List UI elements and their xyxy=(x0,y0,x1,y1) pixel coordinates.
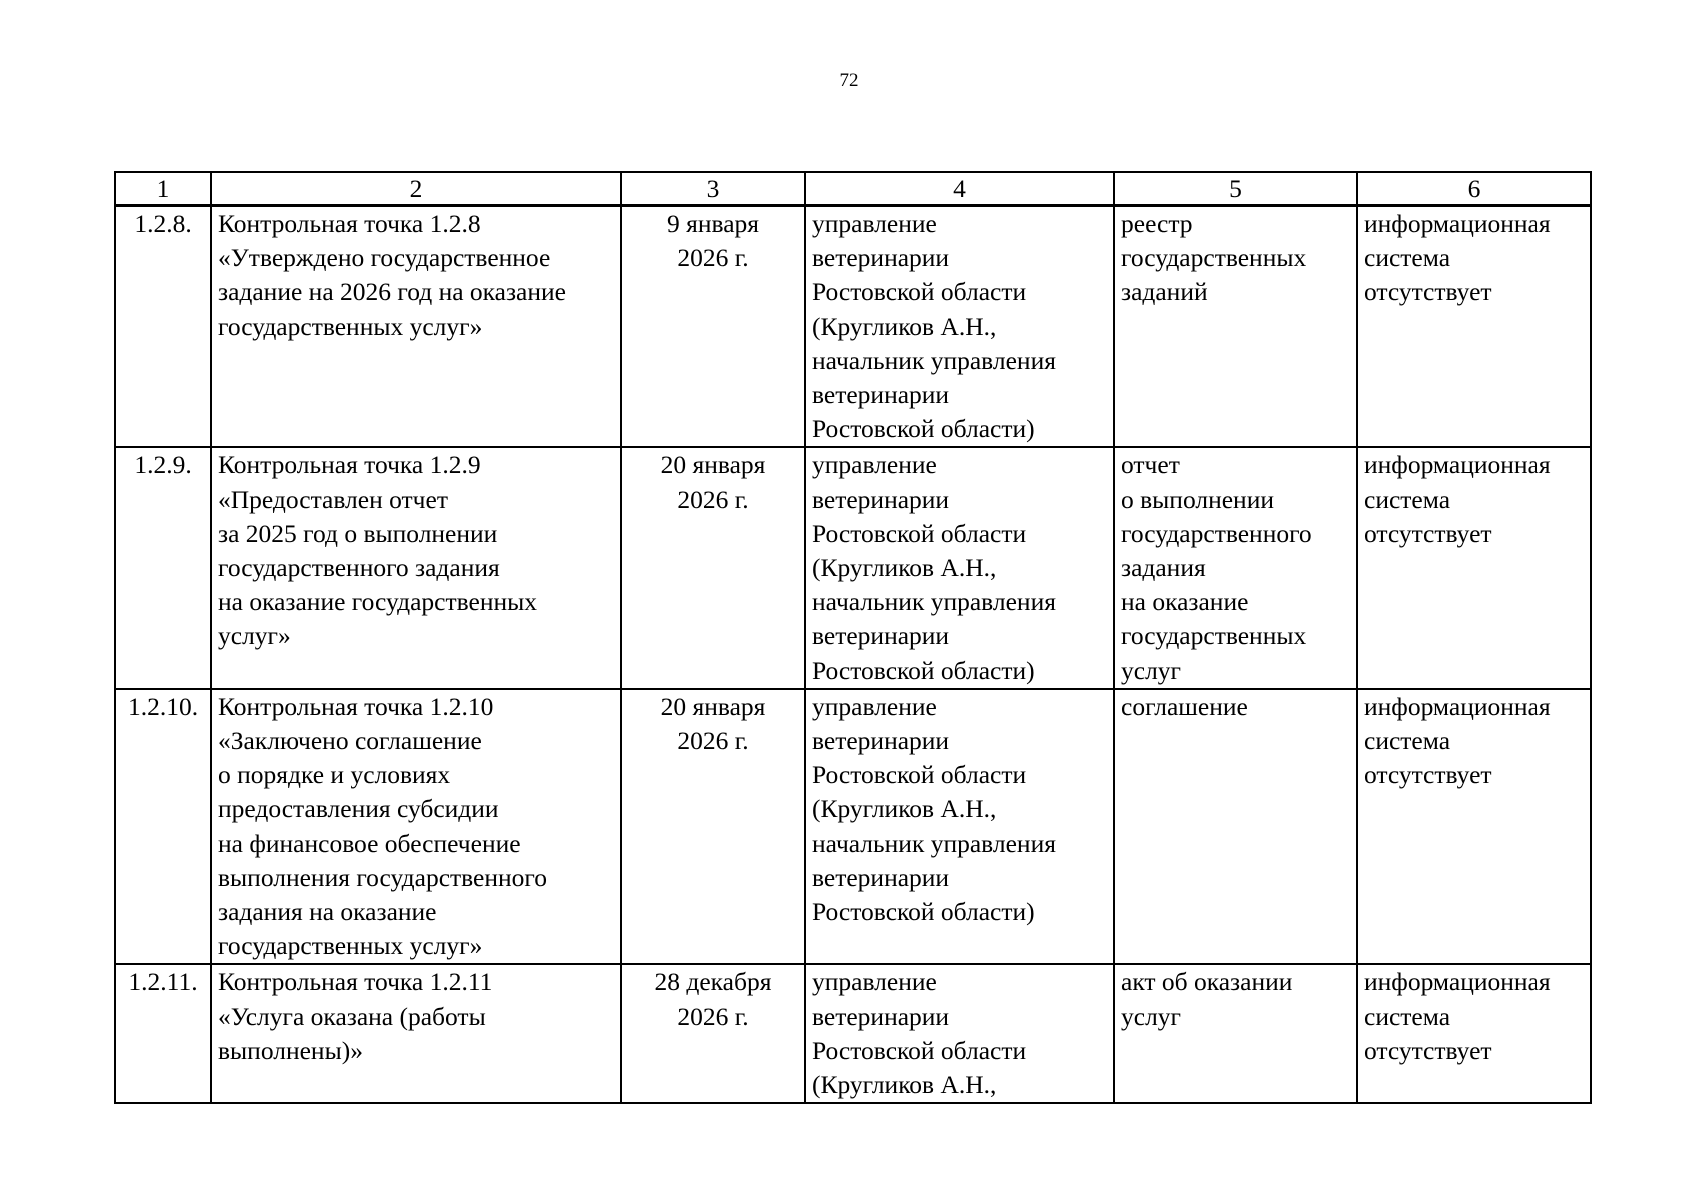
cell-text-line: 20 января xyxy=(660,450,766,480)
cell-text-line: акт об оказании xyxy=(1121,967,1293,997)
cell-text-line: отсутствует xyxy=(1364,760,1492,790)
cell-text-line: Контрольная точка 1.2.9 xyxy=(218,450,481,480)
cell-text-line: задания xyxy=(1121,553,1206,583)
cell-text-line: информационная xyxy=(1364,691,1551,721)
cell-text-line: отсутствует xyxy=(1364,1035,1492,1065)
cell-text-line: государственных услуг» xyxy=(218,311,483,341)
responsible-cell xyxy=(805,964,1114,1103)
document-type-cell xyxy=(1114,964,1357,1103)
cell-text-line: (Кругликов А.Н., xyxy=(812,1070,997,1100)
column-header-5: 5 xyxy=(1114,172,1357,206)
cell-text-line: государственных xyxy=(1121,243,1307,273)
cell-text-line: на оказание государственных xyxy=(218,587,538,617)
cell-text-line: информационная xyxy=(1364,209,1551,238)
column-header-3: 3 xyxy=(621,172,805,206)
cell-text-line: 2026 г. xyxy=(677,243,749,273)
cell-text-line: ветеринарии xyxy=(812,862,950,892)
cell-text-line: отсутствует xyxy=(1364,277,1492,307)
table-body xyxy=(115,206,1591,1104)
cell-text-line: реестр xyxy=(1121,209,1193,238)
cell-text-line: ветеринарии xyxy=(812,484,950,514)
cell-text-line: о выполнении xyxy=(1121,484,1274,514)
cell-text-line: управление xyxy=(812,450,937,480)
cell-text-line: (Кругликов А.Н., xyxy=(812,553,997,583)
cell-text-line: 20 января xyxy=(660,691,766,721)
deadline-cell xyxy=(621,689,805,965)
cell-text-line: Ростовской области xyxy=(812,1035,1027,1065)
cell-text-line: система xyxy=(1364,1001,1451,1031)
document-type-cell xyxy=(1114,689,1357,965)
cell-text-line: Ростовской области xyxy=(812,277,1027,307)
cell-text-line: выполнены)» xyxy=(218,1035,363,1065)
cell-text-line: государственных услуг» xyxy=(218,931,483,961)
cell-text-line: на оказание xyxy=(1121,587,1249,617)
table-row xyxy=(115,689,1591,965)
column-header-4: 4 xyxy=(805,172,1114,206)
responsible-cell xyxy=(805,447,1114,688)
row-number-cell: 1.2.8. xyxy=(115,206,211,448)
table-row xyxy=(115,964,1591,1103)
cell-text-line: на финансовое обеспечение xyxy=(218,828,521,858)
information-system-cell xyxy=(1357,447,1591,688)
document-type-cell xyxy=(1114,206,1357,448)
cell-text-line: система xyxy=(1364,726,1451,756)
cell-text-line: заданий xyxy=(1121,277,1208,307)
cell-text-line: ветеринарии xyxy=(812,1001,950,1031)
cell-text-line: управление xyxy=(812,209,937,238)
cell-text-line: начальник управления xyxy=(812,828,1056,858)
cell-text-line: Ростовской области) xyxy=(812,414,1035,444)
row-number-cell: 1.2.9. xyxy=(115,447,211,688)
cell-text-line: «Заключено соглашение xyxy=(218,726,482,756)
cell-text-line: отчет xyxy=(1121,450,1180,480)
information-system-cell xyxy=(1357,689,1591,965)
column-header-2: 2 xyxy=(211,172,621,206)
control-points-table xyxy=(114,171,1592,1104)
cell-text-line: управление xyxy=(812,691,937,721)
cell-text-line: система xyxy=(1364,243,1451,273)
deadline-cell xyxy=(621,206,805,448)
cell-text-line: 9 января xyxy=(666,209,759,238)
cell-text-line: выполнения государственного xyxy=(218,862,547,892)
row-number-cell: 1.2.10. xyxy=(115,689,211,965)
information-system-cell xyxy=(1357,964,1591,1103)
cell-text-line: предоставления субсидии xyxy=(218,794,499,824)
table-row xyxy=(115,206,1591,448)
deadline-cell xyxy=(621,447,805,688)
cell-text-line: «Услуга оказана (работы xyxy=(218,1001,486,1031)
cell-text-line: система xyxy=(1364,484,1451,514)
cell-text-line: о порядке и условиях xyxy=(218,760,451,790)
cell-text-line: задание на 2026 год на оказание xyxy=(218,277,566,307)
cell-text-line: 28 декабря xyxy=(654,967,772,997)
control-point-cell xyxy=(211,206,621,448)
cell-text-line: ветеринарии xyxy=(812,243,950,273)
cell-text-line: Контрольная точка 1.2.11 xyxy=(218,967,493,997)
cell-text-line: соглашение xyxy=(1121,691,1248,721)
control-point-cell xyxy=(211,689,621,965)
cell-text-line: ветеринарии xyxy=(812,726,950,756)
cell-text-line: информационная xyxy=(1364,967,1551,997)
cell-text-line: Контрольная точка 1.2.8 xyxy=(218,209,481,238)
table-header-row xyxy=(115,172,1591,206)
cell-text-line: 2026 г. xyxy=(677,1001,749,1031)
cell-text-line: отсутствует xyxy=(1364,518,1492,548)
page-number: 72 xyxy=(839,70,859,91)
information-system-cell xyxy=(1357,206,1591,448)
deadline-cell xyxy=(621,964,805,1103)
cell-text-line: ветеринарии xyxy=(812,621,950,651)
cell-text-line: (Кругликов А.Н., xyxy=(812,311,997,341)
cell-text-line: услуг xyxy=(1121,655,1182,685)
cell-text-line: Контрольная точка 1.2.10 xyxy=(218,691,494,721)
cell-text-line: задания на оказание xyxy=(218,897,437,927)
cell-text-line: (Кругликов А.Н., xyxy=(812,794,997,824)
cell-text-line: 2026 г. xyxy=(677,726,749,756)
control-point-cell xyxy=(211,447,621,688)
cell-text-line: ветеринарии xyxy=(812,380,950,410)
cell-text-line: Ростовской области xyxy=(812,518,1027,548)
cell-text-line: Ростовской области) xyxy=(812,897,1035,927)
cell-text-line: Ростовской области) xyxy=(812,655,1035,685)
row-number-cell: 1.2.11. xyxy=(115,964,211,1103)
cell-text-line: государственного xyxy=(1121,518,1312,548)
cell-text-line: государственного задания xyxy=(218,553,500,583)
control-point-cell xyxy=(211,964,621,1103)
responsible-cell xyxy=(805,206,1114,448)
column-header-6: 6 xyxy=(1357,172,1591,206)
table-row xyxy=(115,447,1591,688)
cell-text-line: «Предоставлен отчет xyxy=(218,484,448,514)
cell-text-line: государственных xyxy=(1121,621,1307,651)
cell-text-line: информационная xyxy=(1364,450,1551,480)
cell-text-line: Ростовской области xyxy=(812,760,1027,790)
cell-text-line: услуг» xyxy=(218,621,291,651)
cell-text-line: начальник управления xyxy=(812,345,1056,375)
cell-text-line: «Утверждено государственное xyxy=(218,243,551,273)
cell-text-line: начальник управления xyxy=(812,587,1056,617)
cell-text-line: 2026 г. xyxy=(677,484,749,514)
column-header-1: 1 xyxy=(115,172,211,206)
cell-text-line: управление xyxy=(812,967,937,997)
responsible-cell xyxy=(805,689,1114,965)
cell-text-line: услуг xyxy=(1121,1001,1182,1031)
cell-text-line: за 2025 год о выполнении xyxy=(218,518,498,548)
document-type-cell xyxy=(1114,447,1357,688)
